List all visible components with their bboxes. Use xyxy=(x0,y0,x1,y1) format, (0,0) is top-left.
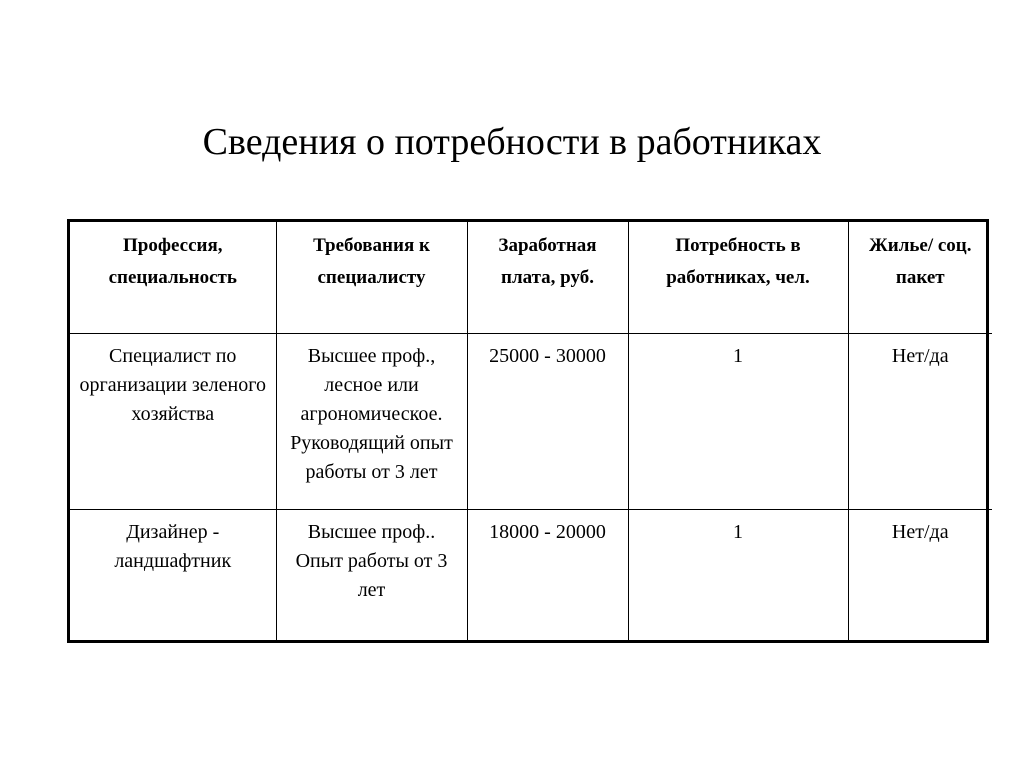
cell-profession: Специалист по организации зеленого хозяйства xyxy=(70,333,276,509)
header-profession: Профессия, специальность xyxy=(70,222,276,333)
table-row xyxy=(70,333,992,509)
cell-salary: 25000 - 30000 xyxy=(467,333,628,509)
header-demand: Потребность в работниках, чел. xyxy=(628,222,848,333)
header-housing: Жилье/ соц. пакет xyxy=(848,222,992,333)
cell-requirements: Высшее проф.. Опыт работы от 3 лет xyxy=(276,509,467,640)
page-title: Сведения о потребности в работниках xyxy=(202,121,822,163)
cell-housing: Нет/да xyxy=(848,333,992,509)
table-row xyxy=(70,509,992,640)
table-header-row xyxy=(70,222,992,333)
cell-housing: Нет/да xyxy=(848,509,992,640)
cell-demand: 1 xyxy=(628,509,848,640)
cell-profession: Дизайнер - ландшафтник xyxy=(70,509,276,640)
table-container xyxy=(67,219,989,643)
cell-demand: 1 xyxy=(628,333,848,509)
cell-requirements: Высшее проф., лесное или агрономическое. Руководящий опыт работы от 3 лет xyxy=(276,333,467,509)
vacancies-table xyxy=(70,222,992,640)
cell-salary: 18000 - 20000 xyxy=(467,509,628,640)
header-requirements: Требования к специалисту xyxy=(276,222,467,333)
header-salary: Заработная плата, руб. xyxy=(467,222,628,333)
